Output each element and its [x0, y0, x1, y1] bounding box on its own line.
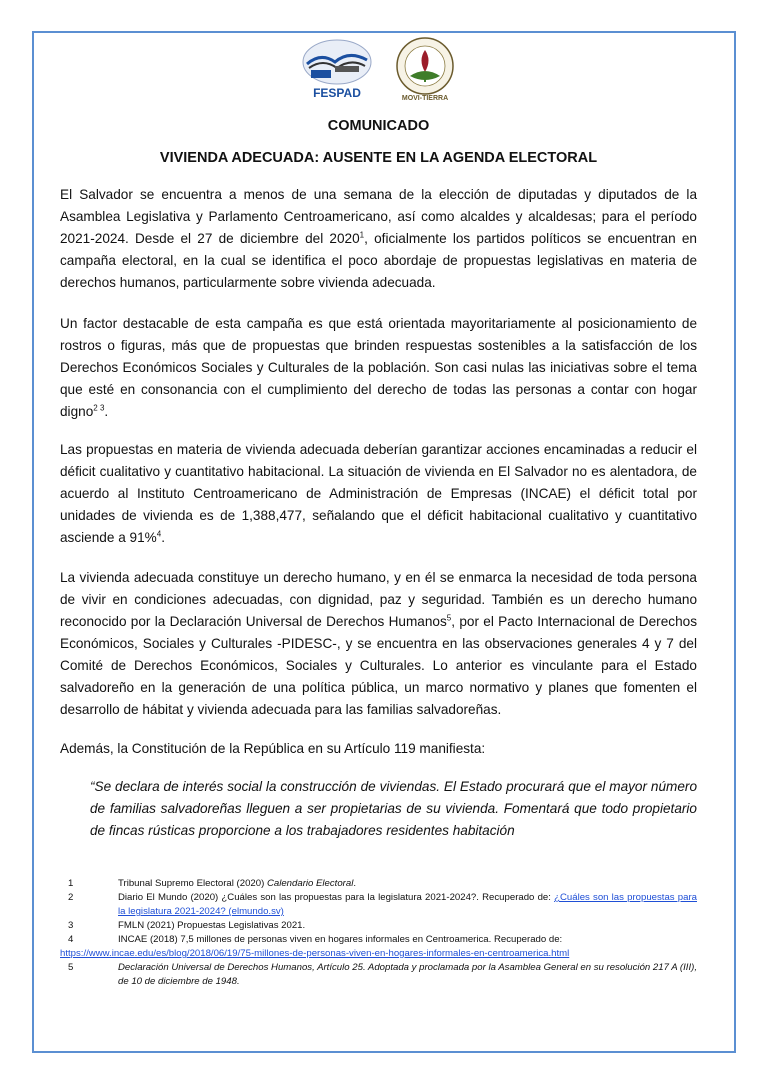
footnote-number: 3: [68, 920, 74, 931]
footnote-number: 4: [68, 934, 74, 945]
paragraph-4: La vivienda adecuada constituye un derecho humano, y en él se enmarca la necesidad de toda persona de vivir en condiciones adecuadas, con dignidad, paz y seguridad. También es un derecho humano reconocido por la Declaración Universal de Derechos Humanos$^5$, por el Pacto Internacional de Derechos Económicos, Sociales y Culturales -PIDESC-, y se encuentra en las observaciones generales 4 y 7 del Comité de Derechos Económicos, Sociales y Culturales. Lo anterior es vinculante para el Estado salvadoreño en la generación de una política pública, un marco normativo y planes que fomenten el desarrollo de hábitat y vivienda adecuada para las familias salvadoreñas.: [60, 570, 697, 717]
paragraph-1: El Salvador se encuentra a menos de una semana de la elección de diputadas y diputados de la Asamblea Legislativa y Parlamento Centroamericano, así como alcaldes y alcaldesas; para el período 2021-2024. Desde el 27 de diciembre del 2020$^1$, oficialmente los partidos políticos se encuentran en campaña electoral, en la cual se identifica el poco abordaje de propuestas legislativas en materia de derechos humanos, particularmente sobre vivienda adecuada.: [60, 187, 697, 290]
footnote-4: 4 INCAE (2018) 7,5 millones de personas viven en hogares informales en Centroamerica. Recuperado de: https://www.incae.edu/es/blog/2018/06/19/75-millones-de-personas-viven-en-hogares-informales-en-centroamerica.html: [60, 934, 570, 959]
paragraph-3: Las propuestas en materia de vivienda adecuada deberían garantizar acciones encaminadas a reducir el déficit cualitativo y cuantitativo habitacional. La situación de vivienda en El Salvador no es alentadora, de acuerdo al Instituto Centroamericano de Administración de Empresas (INCAE) el déficit total por unidades de vivienda es de 1,388,477, señalando que el déficit habitacional cualitativo y cuantitativo asciende a 91%$^4$.: [60, 442, 697, 545]
document-subheading: VIVIENDA ADECUADA: AUSENTE EN LA AGENDA ELECTORAL: [159, 150, 598, 166]
footnote-2: 2 Diario El Mundo (2020) ¿Cuáles son las propuestas para la legislatura 2021-2024?. Recuperado de: ¿Cuáles son las propuestas para la legislatura 2021-2024? (elmundo.sv): [68, 892, 697, 917]
paragraph-2: Un factor destacable de esta campaña es que está orientada mayoritariamente al posicionamiento de rostros o figuras, más que de propuestas que brinden respuestas sostenibles a la satisfacción de los Derechos Económicos Sociales y Culturales de la población. Son casi nulas las iniciativas sobre el tema que esté en consonancia con el cumplimiento del derecho de todas las personas a contar con hogar digno$^{2 3}$.: [60, 316, 697, 419]
footnote-3: 3 FMLN (2021) Propuestas Legislativas 2021.: [68, 920, 306, 931]
footnote-ref-4[interactable]: 4: [156, 529, 162, 539]
footnote-5: 5 Declaración Universal de Derechos Humanos, Artículo 25. Adoptada y proclamada por la Asamblea General en su resolución 217 A (III), de 10 de diciembre de 1948.: [68, 962, 697, 987]
footnote-number: 2: [68, 892, 74, 903]
document-heading: COMUNICADO: [327, 118, 430, 134]
fespad-logo-text: FESPAD: [313, 86, 361, 100]
footnotes: [60, 877, 697, 989]
footnote-number: 1: [68, 878, 74, 889]
movi-tierra-logo: [380, 36, 470, 102]
footnote-ref-1[interactable]: 1: [359, 230, 365, 240]
fespad-logo: [299, 38, 375, 100]
paragraph-5: Además, la Constitución de la República en su Artículo 119 manifiesta:: [60, 741, 486, 756]
footnote-4-link[interactable]: https://www.incae.edu/es/blog/2018/06/19/75-millones-de-personas-viven-en-hogares-informales-en-centroamerica.html: [60, 948, 570, 959]
footnote-ref-5[interactable]: 5: [446, 613, 452, 623]
footnote-2-link[interactable]: ¿Cuáles son las propuestas para la legislatura 2021-2024? (elmundo.sv): [118, 892, 697, 917]
footnote-1: 1 Tribunal Supremo Electoral (2020) Calendario Electoral.: [68, 878, 357, 889]
constitution-quote: “Se declara de interés social la construcción de viviendas. El Estado procurará que el mayor número de familias salvadoreñas lleguen a ser propietarias de su vivienda. Fomentará que todo propietario de fincas rústicas proporcione a los trabajadores residentes habitación: [90, 779, 697, 838]
movi-tierra-logo-text: MOVI-TIERRA: [401, 95, 449, 102]
footnote-number: 5: [68, 962, 74, 973]
header-logos: [0, 36, 768, 102]
footnote-ref-2-3[interactable]: 2 3: [93, 403, 105, 413]
